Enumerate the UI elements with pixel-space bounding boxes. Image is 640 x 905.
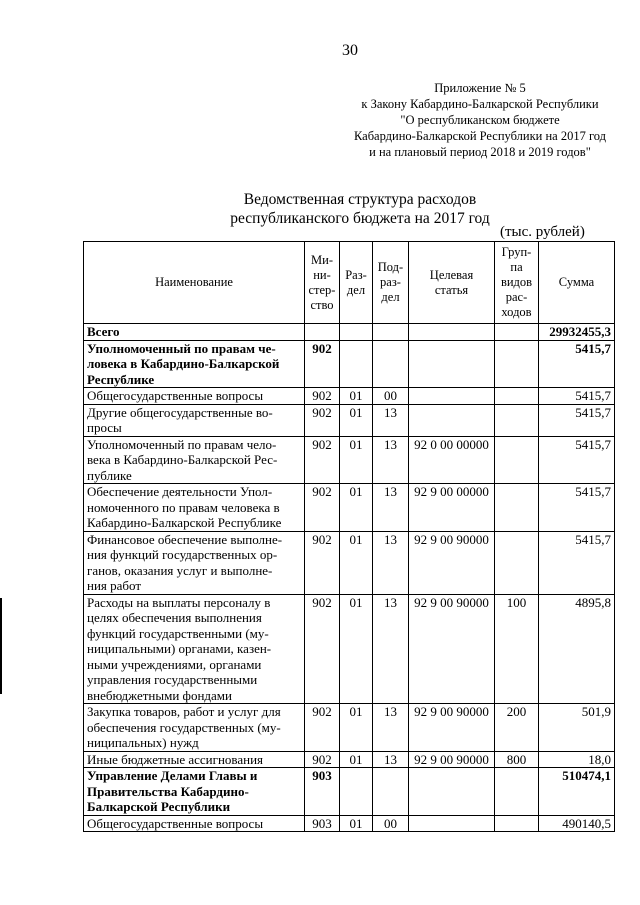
cell-target — [409, 340, 495, 388]
table-row — [84, 388, 615, 405]
cell-ministry: 903 — [305, 768, 340, 816]
cell-name-line: Балкарской Республики — [87, 799, 231, 814]
cell-group: 800 — [495, 751, 539, 768]
appendix-line: "О республиканском бюджете — [400, 113, 560, 127]
cell-name-line: Иные бюджетные ассигнования — [87, 751, 264, 767]
cell-name — [84, 531, 305, 594]
header-line: па — [510, 260, 523, 274]
cell-group — [495, 484, 539, 532]
cell-name-line: внебюджетными фондами — [87, 687, 232, 703]
cell-sum: 5415,7 — [539, 340, 615, 388]
page-number: 30 — [342, 42, 358, 59]
cell-name-line: Правительства Кабардино- — [87, 783, 249, 799]
header-subsection — [373, 242, 409, 324]
cell-target: 92 9 00 00000 — [409, 484, 495, 532]
cell-group — [495, 404, 539, 436]
cell-ministry: 902 — [305, 404, 340, 436]
cell-name-line: Другие общегосударственные во- — [87, 404, 273, 420]
cell-target — [409, 404, 495, 436]
cell-target: 92 9 00 90000 — [409, 704, 495, 752]
header-line: дел — [346, 282, 366, 297]
cell-name-line: Обеспечение деятельности Упол- — [87, 484, 273, 499]
cell-name — [84, 815, 305, 832]
cell-subsection: 13 — [373, 484, 409, 532]
cell-name-line: Кабардино-Балкарской Республике — [87, 515, 282, 530]
header-line: рас- — [505, 290, 528, 304]
cell-ministry: 902 — [305, 436, 340, 484]
cell-name — [84, 324, 305, 341]
cell-group — [495, 388, 539, 405]
header-line: статья — [434, 282, 469, 297]
cell-name-line: Республике — [87, 371, 155, 387]
cell-sum: 510474,1 — [539, 768, 615, 816]
header-line: ство — [310, 297, 334, 312]
cell-section: 01 — [340, 404, 373, 436]
header-group — [495, 242, 539, 324]
cell-sum: 5415,7 — [539, 436, 615, 484]
cell-name-line: публике — [87, 467, 132, 483]
cell-subsection: 13 — [373, 751, 409, 768]
cell-name-line: Расходы на выплаты персоналу в — [87, 594, 271, 610]
header-line: стер- — [308, 282, 336, 297]
cell-subsection: 13 — [373, 436, 409, 484]
header-ministry — [305, 242, 340, 324]
cell-target: 92 9 00 90000 — [409, 751, 495, 768]
cell-sum: 5415,7 — [539, 404, 615, 436]
cell-target: 92 9 00 90000 — [409, 594, 495, 704]
cell-ministry: 902 — [305, 484, 340, 532]
cell-section — [340, 768, 373, 816]
table-body — [84, 324, 615, 832]
cell-name — [84, 751, 305, 768]
table-row — [84, 704, 615, 752]
cell-section: 01 — [340, 388, 373, 405]
cell-target: 92 0 00 00000 — [409, 436, 495, 484]
cell-name-line: Закупка товаров, работ и услуг для — [87, 704, 281, 719]
cell-section: 01 — [340, 704, 373, 752]
cell-subsection: 13 — [373, 594, 409, 704]
cell-sum: 501,9 — [539, 704, 615, 752]
cell-subsection: 00 — [373, 388, 409, 405]
cell-name — [84, 388, 305, 405]
cell-group — [495, 324, 539, 341]
cell-name-line: обеспечения государственных (му- — [87, 719, 281, 735]
cell-ministry: 902 — [305, 751, 340, 768]
cell-name — [84, 594, 305, 704]
cell-sum: 29932455,3 — [539, 324, 615, 341]
cell-subsection — [373, 768, 409, 816]
table-row — [84, 324, 615, 341]
cell-subsection — [373, 324, 409, 341]
budget-table — [83, 241, 615, 832]
table-row — [84, 815, 615, 832]
header-section — [340, 242, 373, 324]
cell-target — [409, 815, 495, 832]
cell-name-line: Общегосударственные вопросы — [87, 388, 264, 403]
cell-section — [340, 340, 373, 388]
title-line: республиканского бюджета на 2017 год — [230, 210, 490, 227]
cell-name — [84, 340, 305, 388]
cell-target — [409, 324, 495, 341]
cell-group: 100 — [495, 594, 539, 704]
cell-name-line: номоченного по правам человека в — [87, 499, 280, 515]
cell-sum: 5415,7 — [539, 531, 615, 594]
cell-section: 01 — [340, 436, 373, 484]
cell-subsection — [373, 340, 409, 388]
cell-sum: 18,0 — [539, 751, 615, 768]
cell-target: 92 9 00 90000 — [409, 531, 495, 594]
cell-section: 01 — [340, 531, 373, 594]
cell-name-line: ловека в Кабардино-Балкарской — [87, 356, 280, 371]
cell-name-line: ниципальных) нужд — [87, 735, 199, 750]
cell-name-line: управления государственными — [87, 672, 258, 687]
appendix-line: и на плановый период 2018 и 2019 годов" — [369, 145, 591, 159]
cell-group — [495, 815, 539, 832]
cell-section: 01 — [340, 594, 373, 704]
cell-name-line: ганов, оказания услуг и выполне- — [87, 562, 273, 578]
cell-group — [495, 531, 539, 594]
cell-name-line: Управление Делами Главы и — [87, 768, 258, 783]
header-line: Ми- — [311, 252, 333, 267]
cell-group — [495, 436, 539, 484]
header-line: Целевая — [429, 267, 474, 282]
cell-name — [84, 436, 305, 484]
header-line: Груп- — [501, 245, 532, 259]
cell-name-line: Уполномоченный по правам чело- — [87, 436, 277, 452]
cell-name-line: целях обеспечения выполнения — [87, 610, 262, 625]
cell-ministry: 902 — [305, 340, 340, 388]
table-row — [84, 340, 615, 388]
header-line: Раз- — [345, 267, 367, 282]
title-line: Ведомственная структура расходов — [243, 191, 477, 208]
cell-name-line: Общегосударственные вопросы — [87, 815, 264, 831]
cell-name-line: ными учреждениями, органами — [87, 656, 262, 672]
header-line: видов — [500, 275, 533, 289]
cell-section: 01 — [340, 751, 373, 768]
cell-subsection: 13 — [373, 531, 409, 594]
cell-section: 01 — [340, 484, 373, 532]
cell-subsection: 13 — [373, 704, 409, 752]
cell-section: 01 — [340, 815, 373, 832]
header-name: Наименование — [84, 242, 305, 324]
cell-name-line: функций государственными (му- — [87, 625, 269, 641]
cell-subsection: 13 — [373, 404, 409, 436]
header-line: дел — [381, 290, 400, 304]
cell-ministry: 903 — [305, 815, 340, 832]
document-title — [150, 190, 570, 228]
table-row — [84, 751, 615, 768]
cell-group — [495, 768, 539, 816]
cell-sum: 4895,8 — [539, 594, 615, 704]
appendix-line: Приложение № 5 — [434, 81, 526, 95]
cell-name — [84, 768, 305, 816]
cell-sum: 5415,7 — [539, 484, 615, 532]
cell-section — [340, 324, 373, 341]
table-row — [84, 436, 615, 484]
cell-name-line: ниципальными) органами, казен- — [87, 641, 272, 656]
cell-ministry — [305, 324, 340, 341]
header-line: раз- — [380, 275, 401, 289]
cell-name-line: Всего — [87, 324, 120, 339]
header-line: ходов — [501, 305, 532, 319]
cell-sum: 490140,5 — [539, 815, 615, 832]
cell-name-line: века в Кабардино-Балкарской Рес- — [87, 452, 278, 467]
cell-name-line: Финансовое обеспечение выполне- — [87, 531, 283, 547]
cell-ministry: 902 — [305, 594, 340, 704]
cell-target — [409, 768, 495, 816]
cell-subsection: 00 — [373, 815, 409, 832]
appendix-line: к Закону Кабардино-Балкарской Республики — [361, 97, 599, 111]
table-row — [84, 404, 615, 436]
header-target — [409, 242, 495, 324]
cell-group: 200 — [495, 704, 539, 752]
units-label: (тыс. рублей) — [500, 224, 585, 240]
table-row — [84, 484, 615, 532]
cell-name-line: ния функций государственных ор- — [87, 547, 278, 562]
cell-ministry: 902 — [305, 531, 340, 594]
cell-ministry: 902 — [305, 704, 340, 752]
table-row — [84, 594, 615, 704]
scan-edge-mark — [0, 598, 2, 694]
appendix-block — [330, 80, 630, 160]
header-sum: Сумма — [539, 242, 615, 324]
cell-group — [495, 340, 539, 388]
cell-target — [409, 388, 495, 405]
cell-name — [84, 404, 305, 436]
table-row — [84, 531, 615, 594]
header-line: ни- — [313, 267, 331, 282]
header-line: Под- — [377, 260, 404, 274]
cell-sum: 5415,7 — [539, 388, 615, 405]
table-row — [84, 768, 615, 816]
cell-name — [84, 704, 305, 752]
cell-name-line: просы — [87, 420, 122, 435]
table-header-row — [84, 242, 615, 324]
cell-name-line: Уполномоченный по правам че- — [87, 340, 276, 356]
cell-ministry: 902 — [305, 388, 340, 405]
cell-name — [84, 484, 305, 532]
cell-name-line: ния работ — [87, 578, 142, 593]
appendix-line: Кабардино-Балкарской Республики на 2017 год — [353, 129, 607, 143]
